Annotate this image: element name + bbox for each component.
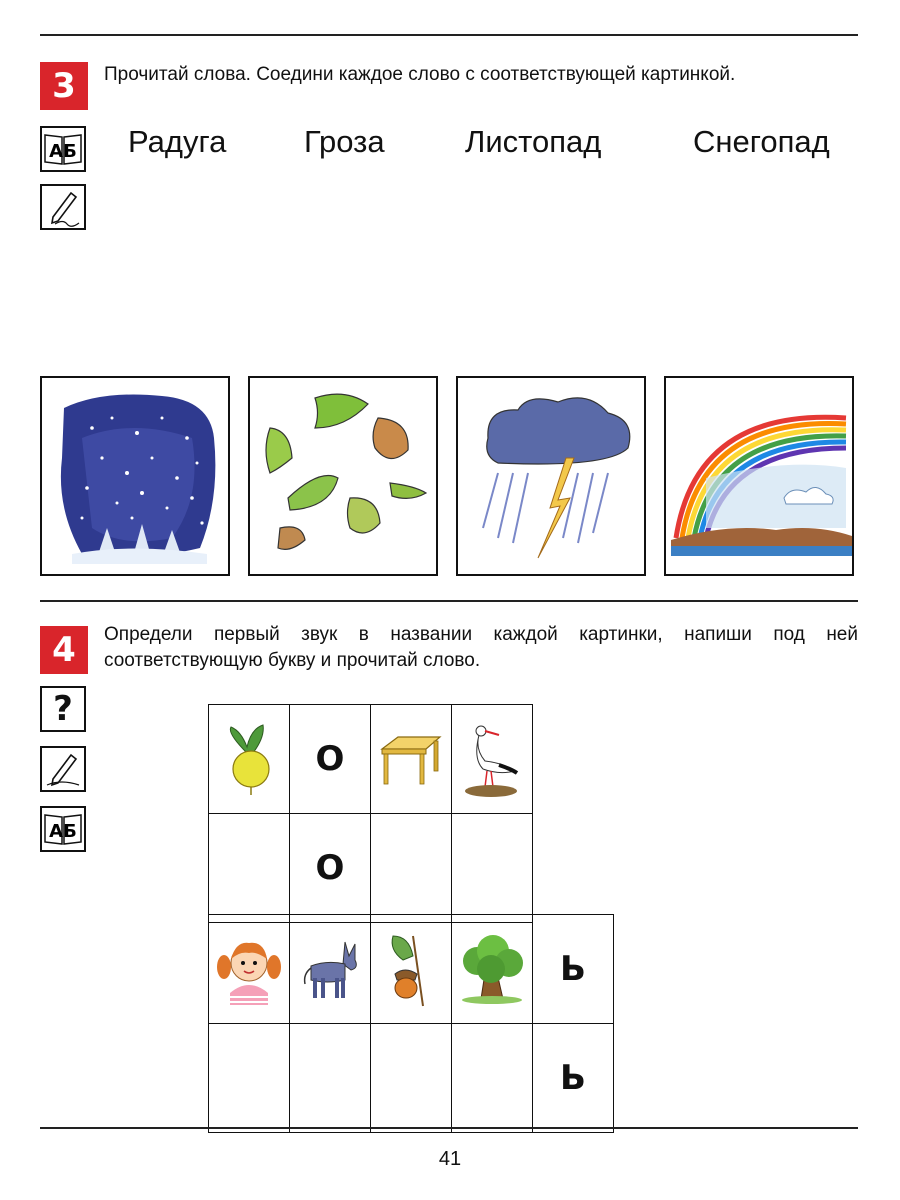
grid-2-answer-3[interactable] (371, 1024, 452, 1133)
exercise-4-instruction: Определи первый звук в названии каждой картинки, напиши под ней соответствующую букву и прочитай слово. (104, 624, 858, 671)
table-icon (378, 731, 444, 787)
grid-1-answer-row (209, 814, 533, 923)
acorn-cell (371, 915, 452, 1024)
grid-1-answer-1[interactable] (209, 814, 290, 923)
grid-2-answer-2[interactable] (290, 1024, 371, 1133)
table-cell (371, 705, 452, 814)
grid-1-answer-2: О (290, 814, 371, 923)
letter-grid-2 (208, 914, 614, 1133)
middle-rule (40, 600, 858, 602)
grid-1-answer-4[interactable] (452, 814, 533, 923)
grid-2-picture-row (209, 915, 614, 1024)
word-raduga[interactable]: Радуга (128, 124, 227, 159)
grid-2-answer-row (209, 1024, 614, 1133)
word-list (0, 124, 900, 174)
stork-cell (452, 705, 533, 814)
abc-label: АБ (49, 141, 77, 162)
letter-grid-1 (208, 704, 533, 923)
pencil-icon (40, 184, 86, 230)
donkey-cell (290, 915, 371, 1024)
exercise-4-number: 4 (40, 626, 88, 674)
top-rule (40, 34, 858, 36)
page-number: 41 (438, 1148, 462, 1170)
acorn-icon (383, 930, 439, 1008)
grid-2-letter-soft-sign: Ь (533, 915, 614, 1024)
girl-cell (209, 915, 290, 1024)
word-snegopad[interactable]: Снегопад (693, 124, 830, 159)
turnip-cell (209, 705, 290, 814)
exercise-3-instruction: Прочитай слова. Соедини каждое слово с соответствующей картинкой. (104, 64, 736, 85)
word-groza[interactable]: Гроза (304, 124, 385, 159)
question-mark: ? (53, 689, 73, 729)
abc-book-icon (40, 806, 86, 852)
grid-2-answer-4[interactable] (452, 1024, 533, 1133)
turnip-icon (217, 723, 281, 795)
grid-1-letter-o: О (290, 705, 371, 814)
grid-2-answer-1[interactable] (209, 1024, 290, 1133)
question-icon (40, 686, 86, 732)
grid-1-picture-row (209, 705, 533, 814)
girl-icon (216, 933, 282, 1005)
rainbow-picture[interactable] (664, 376, 854, 576)
bottom-rule (40, 1127, 858, 1129)
word-listopad[interactable]: Листопад (465, 124, 602, 159)
pencil-icon (40, 746, 86, 792)
tree-icon (457, 933, 527, 1005)
abc-label: АБ (49, 821, 77, 842)
grid-1-answer-3[interactable] (371, 814, 452, 923)
exercise-3-number: 3 (40, 62, 88, 110)
thunderstorm-picture[interactable] (456, 376, 646, 576)
donkey-icon (297, 936, 363, 1002)
stork-icon (459, 719, 525, 799)
snowfall-picture[interactable] (40, 376, 230, 576)
grid-2-answer-5: Ь (533, 1024, 614, 1133)
tree-cell (452, 915, 533, 1024)
falling-leaves-picture[interactable] (248, 376, 438, 576)
